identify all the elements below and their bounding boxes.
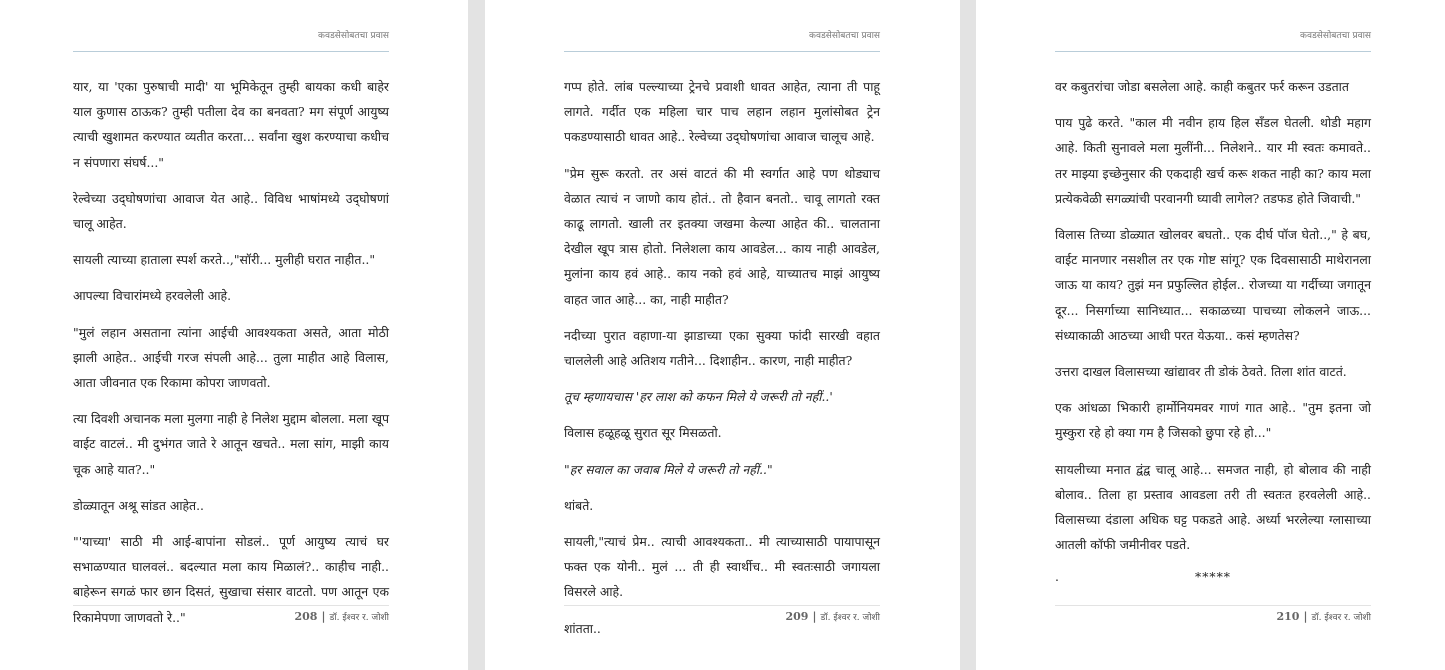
section-break (1055, 566, 1371, 588)
running-header: कवडसेसोबतचा प्रवास (318, 31, 389, 41)
header-rule (1055, 51, 1371, 52)
paragraph: आपल्या विचारांमध्ये हरवलेली आहे. (73, 288, 232, 304)
header-rule (73, 51, 389, 52)
page-208 (0, 0, 468, 670)
page-footer (1055, 610, 1371, 623)
paragraph: एक आंधळा भिकारी हार्मोनियमवर गाणं गात आहे.. "तुम इतना जो मुस्कुरा रहे हो क्या गम है जिसको छुपा रहे हो..." (1055, 400, 1371, 441)
paragraph: वर कबुतरांचा जोडा बसलेला आहे. काही कबुतर फर्र करून उडतात (1055, 79, 1349, 94)
page-body (564, 74, 880, 652)
section-break-stars: ***** (1195, 569, 1231, 585)
author-name: डॉ. ईश्वर र. जोशी (329, 613, 389, 623)
paragraph: गप्प होते. लांब पल्ल्याच्या ट्रेनचे प्रवाशी धावत आहेत, त्याना ती पाहू लागते. गर्दीत एक महिला चार पाच लहान लहान मुलांसोबत ट्रेन पकडण्यासाठी धावत आहे.. रेल्वेच्या उद्‌घोषणांचा आवाज चालूच आहे. (564, 79, 880, 145)
paragraph: विलास हळूहळू सुरात सूर मिसळतो. (564, 425, 722, 441)
author-name: डॉ. ईश्वर र. जोशी (1311, 613, 1371, 623)
page-number: 210 (1276, 610, 1300, 623)
section-break-dot: . (1055, 569, 1059, 585)
footer-rule (564, 605, 880, 606)
page-210 (976, 0, 1445, 670)
page-number: 209 (785, 610, 809, 623)
paragraph: त्या दिवशी अचानक मला मुलगा नाही हे निलेश मुद्दाम बोलला. मला खूप वाईट वाटलं.. मी दुभंगत जाते रे आतून खचते.. मला सांग, माझी काय चूक आहे यात?.." (73, 411, 389, 477)
paragraph: सायलीच्या मनात द्वंद्व चालू आहे... समजत नाही, हो बोलाव की नाही बोलाव.. तिला हा प्रस्ताव आवडला तरी ती स्वतःत हरवलेली आहे.. विलासच्या दंडाला अधिक घट्ट पकडते आहे. अर्ध्या भरलेल्या ग्लासाच्या आतली कॉफी जमीनीवर पडते. (1055, 461, 1371, 553)
footer-rule (73, 605, 389, 606)
song-lyric: तूच म्हणायचास 'हर लाश को कफन मिले ये जरूरी तो नहीं..' (564, 389, 833, 405)
author-name: डॉ. ईश्वर र. जोशी (820, 613, 880, 623)
paragraph: विलास तिच्या डोळ्यात खोलवर बघतो.. एक दीर्घ पॉज घेतो..," हे बघ, वाईट मानणार नसशील तर एक गोष्ट सांगू? एक दिवसासाठी माथेरानला जाऊ या काय? तुझं मन प्रफुल्लित होईल.. रोजच्या या गर्दीच्या जगातून दूर... निसर्गाच्या सानिध्यात... सकाळच्या पाचच्या लोकलने जाऊ... संध्याकाळी आठच्या आधी परत येऊया.. कसं म्हणतेस? (1055, 227, 1371, 343)
footer-rule (1055, 605, 1371, 606)
paragraph: रेल्वेच्या उद्‌घोषणांचा आवाज येत आहे.. विविध भाषांमध्ये उद्‌घोषणां चालू आहेत. (73, 190, 389, 232)
footer-separator: | (321, 610, 326, 623)
paragraph: सायली,"त्याचं प्रेम.. त्याची आवश्यकता.. मी त्याच्यासाठी पायापासून फक्त एक योनी.. मुलं ... ती ही स्वार्थीच.. मी स्वतःसाठी जगायला विसरले आहे. (564, 534, 880, 600)
footer-separator: | (812, 610, 817, 623)
page-209 (485, 0, 960, 670)
footer-separator: | (1303, 610, 1308, 623)
paragraph: "'याच्या' साठी मी आई-बापांना सोडलं.. पूर्ण आयुष्य त्याचं घर सभाळण्यात घालवलं.. बदल्यात मला काय मिळालं?.. काहीच नाही.. बाहेरून सगळं फार छान दिसतं, सुखाचा संसार वाटतो. पण आतून एक रिकामेपणा जाणवतो रे.." (73, 534, 389, 625)
header-rule (564, 51, 880, 52)
running-header: कवडसेसोबतचा प्रवास (1300, 31, 1371, 41)
paragraph: थांबते. (564, 497, 594, 513)
paragraph: सायली त्याच्या हाताला स्पर्श करते..,"सॉरी... मुलीही घरात नाहीत.." (73, 252, 376, 268)
page-footer (73, 610, 389, 623)
song-lyric: "हर सवाल का जवाब मिले ये जरूरी तो नहीं.." (564, 461, 773, 477)
page-body (73, 74, 389, 641)
paragraph: डोळ्यातून अश्रू सांडत आहेत.. (73, 497, 204, 513)
paragraph: नदीच्या पुरात वहाणा-या झाडाच्या एका सुक्या फांदी सारखी वहात चाललेली आहे अतिशय गतीने... दिशाहीन.. कारण, नाही माहीत? (564, 327, 880, 369)
running-header: कवडसेसोबतचा प्रवास (809, 31, 880, 41)
paragraph: शांतता.. (564, 620, 601, 636)
paragraph: "प्रेम सुरू करतो. तर असं वाटतं की मी स्वर्गात आहे पण थोड्याच वेळात त्याचं न जाणो काय होतं.. तो हैवान बनतो.. चावू लागतो रक्त काढू लागतो. खाली तर इतक्या जखमा केल्या आहेत की.. चालताना देखील खूप त्रास होतो. निलेशला काय आवडेल... काय नाही आवडेल, मुलांना काय हवं आहे.. काय नको हवं आहे, याच्यातच माझं आयुष्य वाहत जात आहे... का, नाही माहीत? (564, 165, 880, 307)
paragraph: पाय पुढे करते. "काल मी नवीन हाय हिल सॅंडल घेतली. थोडी महाग आहे. किती सुनावले मला मुलींनी... निलेशने.. यार मी स्वतः कमावते.. तर माझ्या इच्छेनुसार की एकदाही खर्च करू शकत नाही का? काय मला प्रत्येकवेळी सगळ्यांची परवानगी घ्यावी लागेल? तडफड होते जिवाची." (1055, 115, 1371, 206)
paragraph: यार, या 'एका पुरुषाची मादी' या भूमिकेतून तुम्ही बायका कधी बाहेर याल कुणास ठाऊक? तुम्ही पतीला देव का बनवता? मग संपूर्ण आयुष्य त्याची खुशामत करण्यात व्यतीत करता... सर्वांना खुश करण्याचा कधीच न संपणारा संघर्ष..." (73, 79, 389, 170)
paragraph: "मुलं लहान असताना त्यांना आईची आवश्यकता असते, आता मोठी झाली आहेत.. आईची गरज संपली आहे... तुला माहीत आहे विलास, आता जीवनात एक रिकामा कोपरा जाणवतो. (73, 324, 389, 391)
page-footer (564, 610, 880, 623)
page-body (1055, 74, 1371, 599)
page-number: 208 (294, 610, 318, 623)
paragraph: उत्तरा दाखल विलासच्या खांद्यावर ती डोकं ठेवते. तिला शांत वाटतं. (1055, 364, 1347, 380)
